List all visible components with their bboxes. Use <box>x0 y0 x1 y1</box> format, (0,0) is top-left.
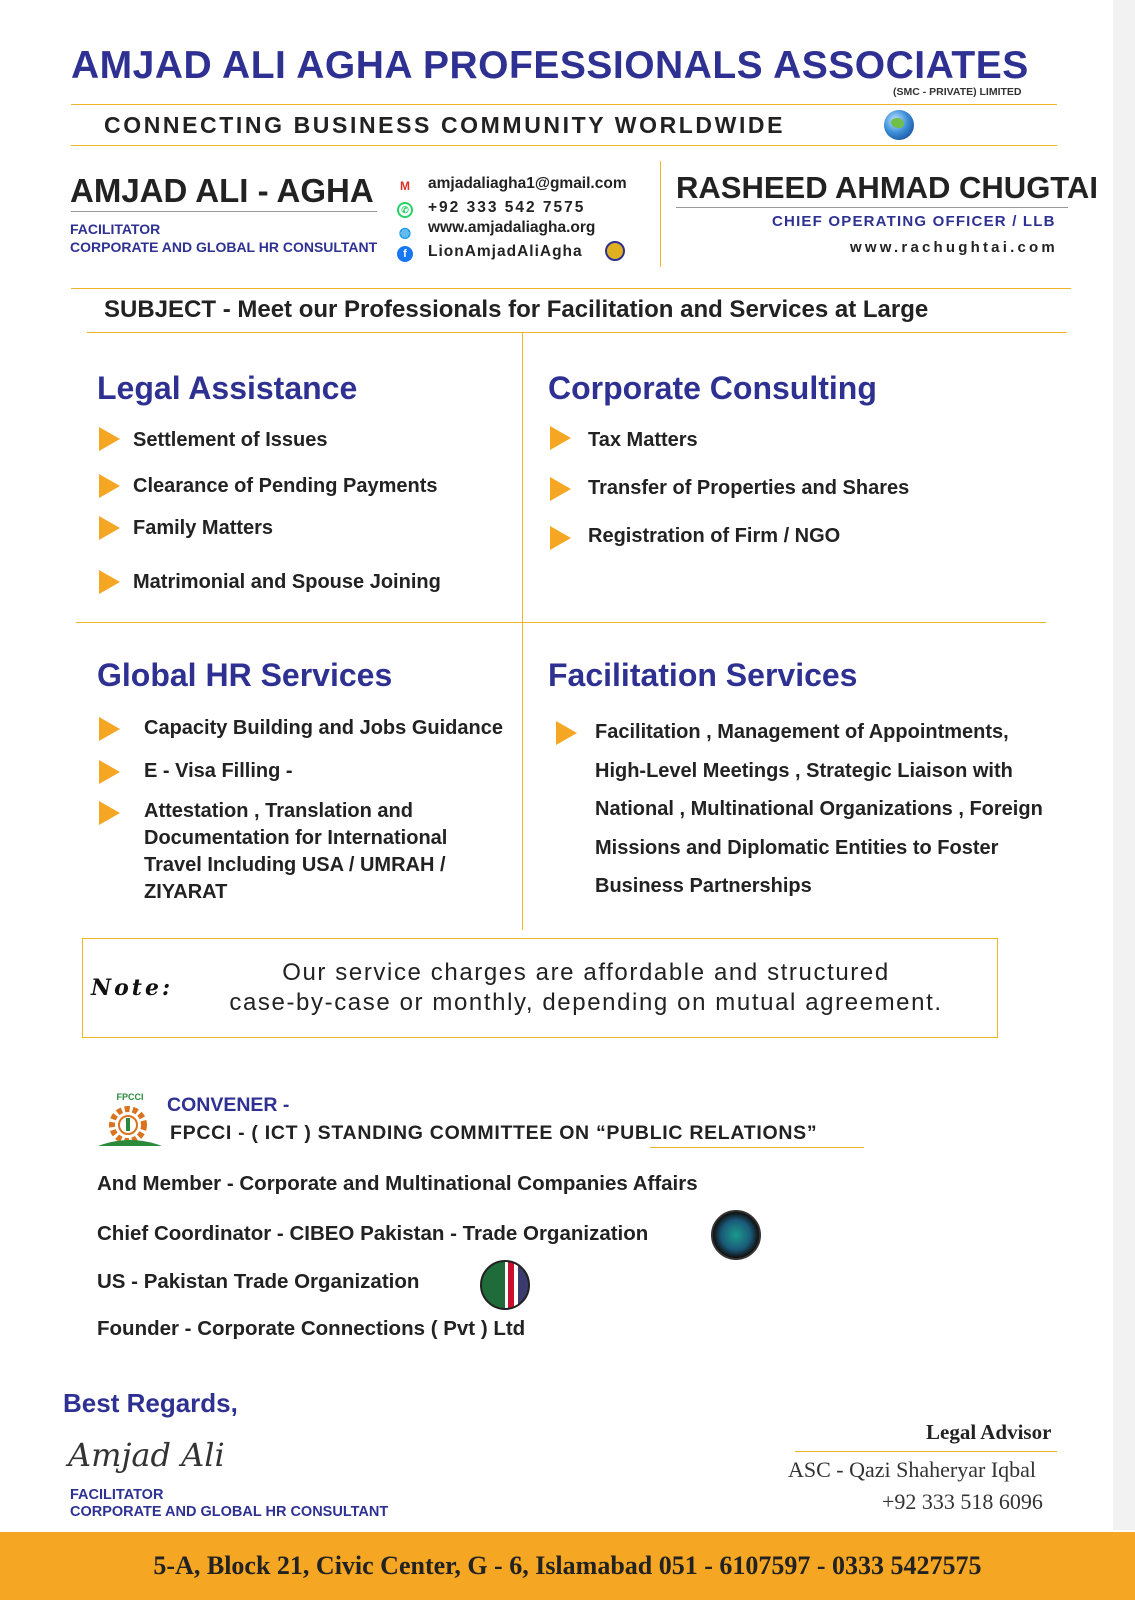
corporate-consulting-title: Corporate Consulting <box>548 370 877 406</box>
email-link[interactable]: amjadaliagha1@gmail.com <box>428 175 627 192</box>
person1-name: AMJAD ALI - AGHA <box>70 172 374 209</box>
legal-advisor-divider <box>795 1451 1057 1452</box>
tagline: CONNECTING BUSINESS COMMUNITY WORLDWIDE <box>104 112 786 138</box>
legal-assistance-title: Legal Assistance <box>97 370 358 406</box>
legal-advisor-phone[interactable]: +92 333 518 6096 <box>882 1489 1043 1514</box>
corporate-item: Registration of Firm / NGO <box>588 525 841 547</box>
lions-club-icon <box>605 241 625 261</box>
facebook-link[interactable]: LionAmjadAliAgha <box>428 243 583 260</box>
arrow-icon <box>99 516 120 540</box>
arrow-icon <box>99 717 120 741</box>
person2-underline <box>676 207 1068 208</box>
person1-underline <box>71 211 377 212</box>
company-name: AMJAD ALI AGHA PROFESSIONALS ASSOCIATES <box>71 44 1029 87</box>
note-line1: Our service charges are affordable and structured <box>282 959 890 986</box>
corporate-item: Tax Matters <box>588 429 698 451</box>
whatsapp-icon: ✆ <box>397 202 413 218</box>
best-regards: Best Regards, <box>63 1388 238 1418</box>
arrow-icon <box>550 426 571 450</box>
facilitation-item: Facilitation , Management of Appointments, High-Level Meetings , Strategic Liaison with National , Multinational Organizations , Foreign Missions and Diplomatic Entities to Foster Business Partnerships <box>595 721 1043 897</box>
person1-role-line1: FACILITATOR <box>70 221 161 237</box>
person1-role-line2: CORPORATE AND GLOBAL HR CONSULTANT <box>70 239 378 255</box>
header-divider-top <box>71 104 1057 105</box>
committee-line <box>170 1122 817 1145</box>
cibeo-seal-icon <box>711 1210 761 1260</box>
global-hr-services-title: Global HR Services <box>97 657 393 693</box>
hr-item: E - Visa Filling - <box>144 760 293 782</box>
legal-item: Matrimonial and Spouse Joining <box>133 571 441 593</box>
person2-website[interactable]: www.rachughtai.com <box>850 239 1058 256</box>
arrow-icon <box>550 526 571 550</box>
note-label: Note: <box>91 975 174 1001</box>
arrow-icon <box>99 801 120 825</box>
person1-role <box>70 220 377 256</box>
facilitation-services-title: Facilitation Services <box>548 657 858 693</box>
committee-suffix: ” <box>806 1122 818 1144</box>
company-suffix: (SMC - PRIVATE) LIMITED <box>893 86 1022 98</box>
founder-line: Founder - Corporate Connections ( Pvt ) Ltd <box>97 1317 526 1340</box>
gmail-icon: M <box>400 179 410 193</box>
committee-highlight: PUBLIC RELATIONS <box>606 1122 807 1144</box>
corporate-item: Transfer of Properties and Shares <box>588 477 910 499</box>
facebook-icon: f <box>397 246 413 262</box>
signoff-role-line1: FACILITATOR <box>70 1487 164 1503</box>
arrow-icon <box>99 474 120 498</box>
fpcci-logo-icon <box>98 1090 162 1150</box>
phone-number[interactable]: +92 333 542 7575 <box>428 199 586 216</box>
coordinator-line: Chief Coordinator - CIBEO Pakistan - Trade Organization <box>97 1222 649 1245</box>
services-vertical-divider <box>522 333 523 930</box>
legal-advisor-name: ASC - Qazi Shaheryar Iqbal <box>788 1457 1037 1482</box>
services-horizontal-divider <box>76 622 1046 623</box>
footer-address: 5-A, Block 21, Civic Center, G - 6, Islamabad 051 - 6107597 - 0333 5427575 <box>153 1551 982 1580</box>
subject-divider-top <box>71 288 1071 289</box>
legal-item: Family Matters <box>133 517 274 539</box>
page-edge-shadow <box>1113 0 1135 1530</box>
note-line2: case-by-case or monthly, depending on mutual agreement. <box>229 989 943 1016</box>
hr-item: Attestation , Translation and Documentation for International Travel Including USA / UMRAH / ZIYARAT <box>144 800 448 903</box>
legal-item: Clearance of Pending Payments <box>133 475 438 497</box>
arrow-icon <box>550 477 571 501</box>
signature: Amjad Ali <box>68 1436 225 1474</box>
committee-underline <box>650 1147 864 1148</box>
arrow-icon <box>99 760 120 784</box>
contact-divider <box>660 161 661 267</box>
svg-text:FPCCI: FPCCI <box>116 1092 144 1102</box>
hr-item: Capacity Building and Jobs Guidance <box>144 717 503 739</box>
convener-label: CONVENER - <box>167 1094 290 1116</box>
arrow-icon <box>99 570 120 594</box>
note-text <box>186 958 986 1018</box>
committee-prefix: FPCCI - ( ICT ) STANDING COMMITTEE ON “ <box>170 1122 607 1144</box>
signoff-role <box>70 1487 388 1521</box>
arrow-icon <box>556 721 577 745</box>
website-link[interactable]: www.amjadaliagha.org <box>428 219 596 236</box>
us-pak-seal-icon <box>480 1260 530 1310</box>
member-line: And Member - Corporate and Multinational Companies Affairs <box>97 1172 698 1195</box>
us-pakistan-line: US - Pakistan Trade Organization <box>97 1270 420 1293</box>
web-icon: ◍ <box>398 224 412 240</box>
subject-line: SUBJECT - Meet our Professionals for Facilitation and Services at Large <box>104 296 929 323</box>
arrow-icon <box>99 427 120 451</box>
header-divider-bottom <box>71 145 1057 146</box>
legal-advisor-title: Legal Advisor <box>926 1420 1052 1444</box>
subject-divider-bottom <box>87 332 1067 333</box>
legal-item: Settlement of Issues <box>133 429 328 451</box>
person2-role: CHIEF OPERATING OFFICER / LLB <box>772 213 1056 230</box>
globe-icon <box>884 110 914 140</box>
person2-name: RASHEED AHMAD CHUGTAI <box>676 170 1098 205</box>
signoff-role-line2: CORPORATE AND GLOBAL HR CONSULTANT <box>70 1504 389 1520</box>
